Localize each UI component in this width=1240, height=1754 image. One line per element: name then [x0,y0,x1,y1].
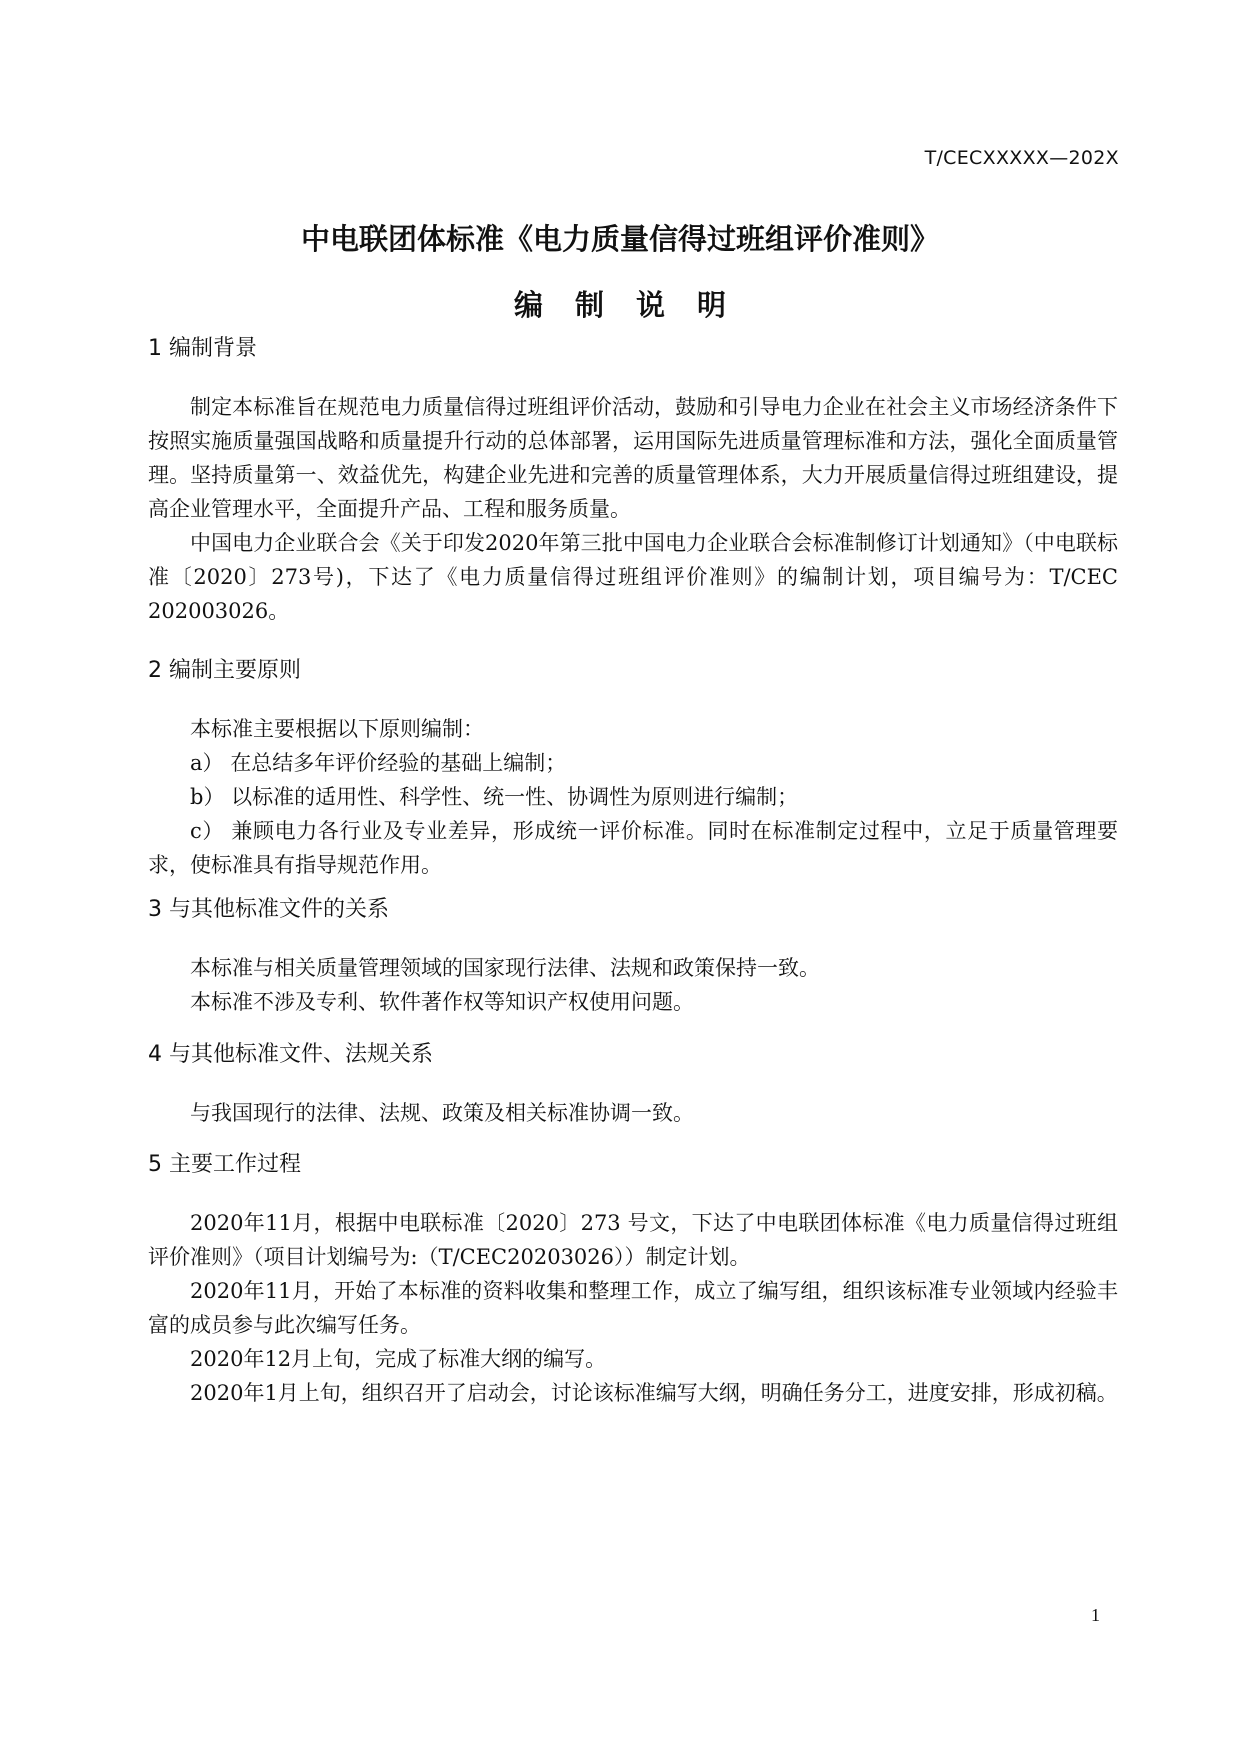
list-item: c） 兼顾电力各行业及专业差异，形成统一评价标准。同时在标准制定过程中，立足于质量管理要求，使标准具有指导规范作用。 [148,819,1118,877]
section-body-3 [148,951,1118,1019]
paragraph: 2020年11月，根据中电联标准〔2020〕273 号文，下达了中电联团体标准《电力质量信得过班组评价准则》（项目计划编号为:（T/CEC20203026））制定计划。 [148,1211,1118,1269]
section-body-2 [148,712,1118,882]
document-subtitle [0,284,1240,326]
section-body-1 [148,390,1118,628]
paragraph: 本标准主要根据以下原则编制： [190,717,484,741]
page-number: 1 [1091,1605,1100,1625]
document-code: T/CECXXXXX—202X [924,147,1119,169]
section-heading-1: 1 编制背景 [148,336,257,361]
section-body-4 [148,1096,1118,1130]
section-heading-2: 2 编制主要原则 [148,658,301,683]
subtitle-char: 说 [636,288,666,322]
section-heading-4: 4 与其他标准文件、法规关系 [148,1042,433,1067]
list-item: a） 在总结多年评价经验的基础上编制； [190,751,567,775]
section-body-5 [148,1206,1118,1410]
section-heading-5: 5 主要工作过程 [148,1152,301,1177]
document-title: 中电联团体标准《电力质量信得过班组评价准则》 [300,222,939,256]
paragraph: 本标准与相关质量管理领域的国家现行法律、法规和政策保持一致。 [190,956,820,980]
subtitle-char: 明 [697,288,727,322]
paragraph: 2020年1月上旬，组织召开了启动会，讨论该标准编写大纲，明确任务分工，进度安排，形成初稿。 [190,1381,1118,1405]
paragraph: 与我国现行的法律、法规、政策及相关标准协调一致。 [190,1101,694,1125]
paragraph: 本标准不涉及专利、软件著作权等知识产权使用问题。 [190,990,694,1014]
paragraph: 2020年12月上旬，完成了标准大纲的编写。 [190,1347,607,1371]
paragraph: 中国电力企业联合会《关于印发2020年第三批中国电力企业联合会标准制修订计划通知》（中电联标准〔2020〕273号)，下达了《电力质量信得过班组评价准则》的编制计划，项目编号为：T/CEC 202003026。 [148,531,1118,623]
subtitle-char: 编 [513,288,543,322]
list-item: b） 以标准的适用性、科学性、统一性、协调性为原则进行编制； [190,785,799,809]
paragraph: 2020年11月，开始了本标准的资料收集和整理工作，成立了编写组，组织该标准专业领域内经验丰富的成员参与此次编写任务。 [148,1279,1118,1337]
paragraph: 制定本标准旨在规范电力质量信得过班组评价活动，鼓励和引导电力企业在社会主义市场经济条件下按照实施质量强国战略和质量提升行动的总体部署，运用国际先进质量管理标准和方法，强化全面质量管理。坚持质量第一、效益优先，构建企业先进和完善的质量管理体系，大力开展质量信得过班组建设，提高企业管理水平，全面提升产品、工程和服务质量。 [148,395,1118,521]
section-heading-3: 3 与其他标准文件的关系 [148,897,389,922]
subtitle-char: 制 [574,288,604,322]
